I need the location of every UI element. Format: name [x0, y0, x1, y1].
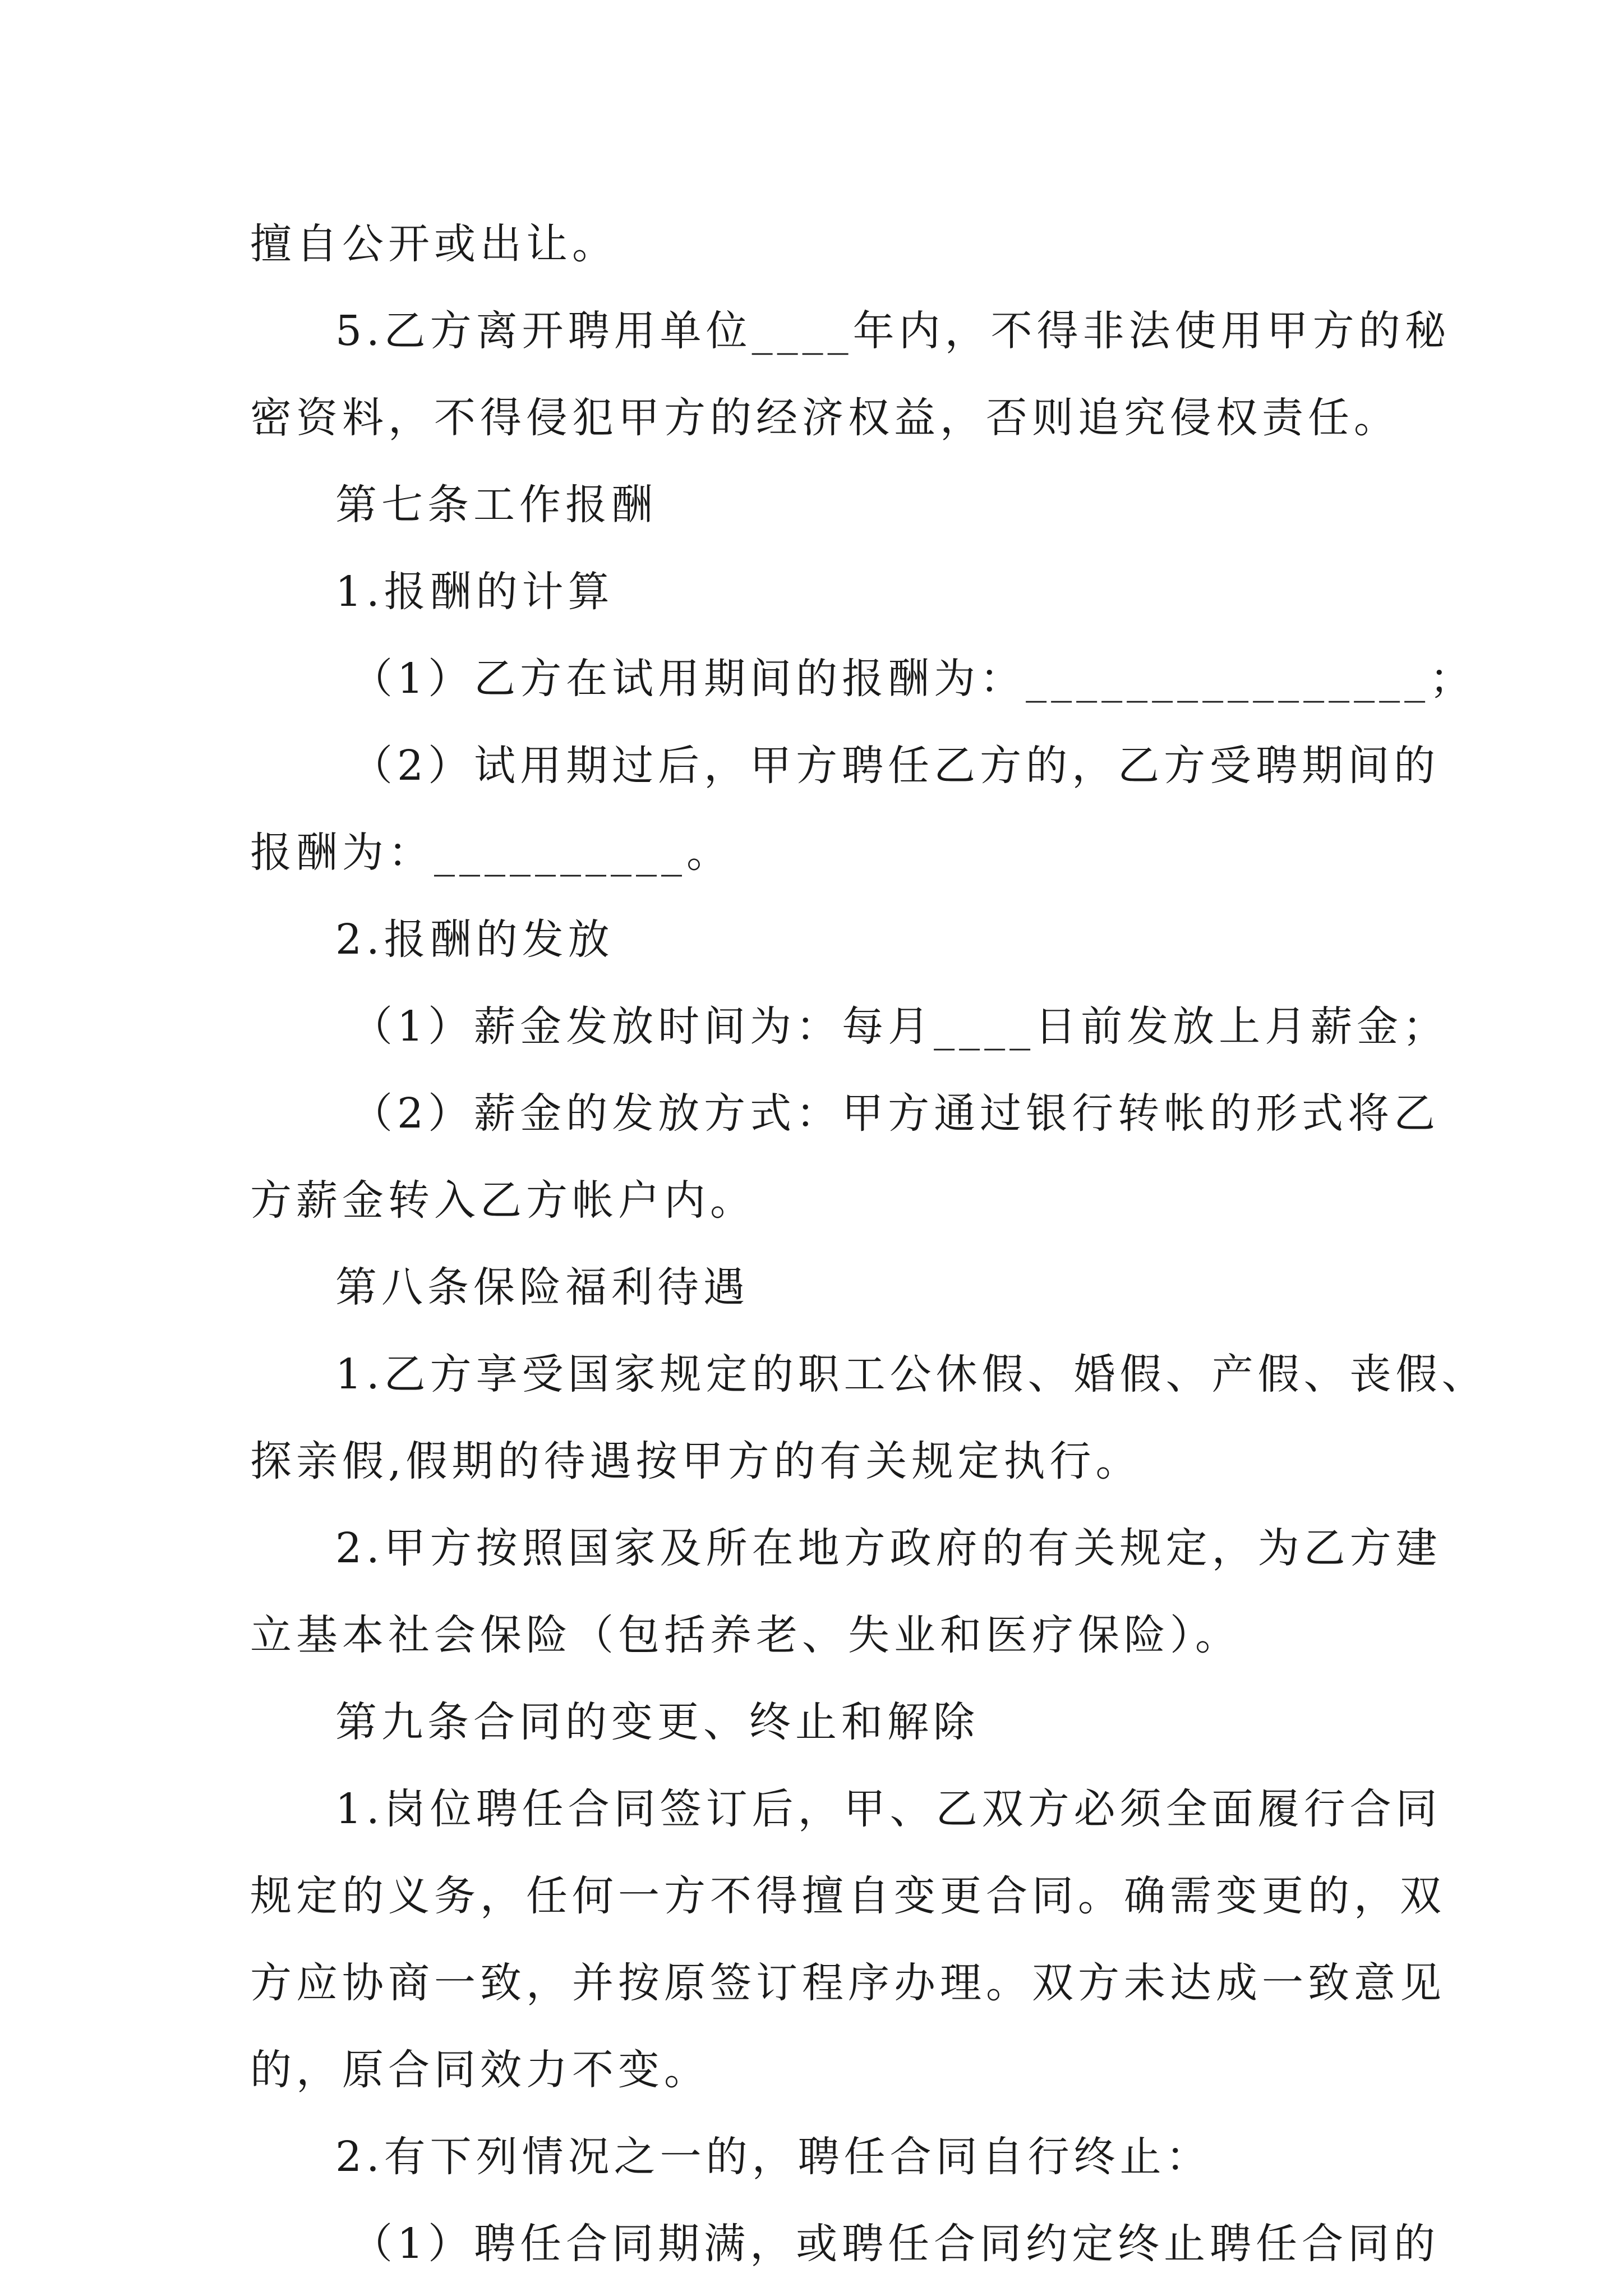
text-line: 探亲假,假期的待遇按甲方的有关规定执行。: [250, 1437, 1142, 1485]
text-line: （1）聘任合同期满，或聘任合同约定终止聘任合同的: [351, 2220, 1440, 2268]
text-line: 1.乙方享受国家规定的职工公休假、婚假、产假、丧假、: [335, 1350, 1488, 1398]
text-line: （2）薪金的发放方式：甲方通过银行转帐的形式将乙: [351, 1089, 1440, 1138]
text-line: 方薪金转入乙方帐户内。: [250, 1176, 756, 1225]
document-body: [250, 201, 1488, 2288]
section-heading: 第八条保险福利待遇: [335, 1263, 749, 1312]
text-line: 擅自公开或出让。: [250, 220, 618, 268]
text-line: 规定的义务，任何一方不得擅自变更合同。确需变更的，双: [250, 1872, 1446, 1920]
text-line: 的，原合同效力不变。: [250, 2046, 710, 2094]
text-line: 方应协商一致，并按原签订程序办理。双方未达成一致意见: [250, 1959, 1446, 2007]
text-line: （1）乙方在试用期间的报酬为：________________；: [351, 655, 1476, 703]
text-line: 1.岗位聘任合同签订后，甲、乙双方必须全面履行合同: [335, 1785, 1442, 1833]
text-line: 报酬为：__________。: [250, 829, 732, 877]
subsection-heading: 2.报酬的发放: [335, 915, 614, 964]
text-line: 2.甲方按照国家及所在地方政府的有关规定，为乙方建: [335, 1524, 1442, 1572]
text-line: （2）试用期过后，甲方聘任乙方的，乙方受聘期间的: [351, 742, 1440, 790]
subsection-heading: 1.报酬的计算: [335, 568, 614, 616]
text-line: 2.有下列情况之一的，聘任合同自行终止：: [335, 2133, 1212, 2181]
text-line: 密资料，不得侵犯甲方的经济权益，否则追究侵权责任。: [250, 394, 1400, 442]
text-line: 5.乙方离开聘用单位____年内，不得非法使用甲方的秘: [335, 307, 1451, 355]
section-heading: 第九条合同的变更、终止和解除: [335, 1698, 979, 1746]
text-line: 立基本社会保险（包括养老、失业和医疗保险）。: [250, 1611, 1241, 1659]
text-line: （1）薪金发放时间为：每月____日前发放上月薪金；: [351, 1002, 1449, 1051]
section-heading: 第七条工作报酬: [335, 481, 657, 529]
